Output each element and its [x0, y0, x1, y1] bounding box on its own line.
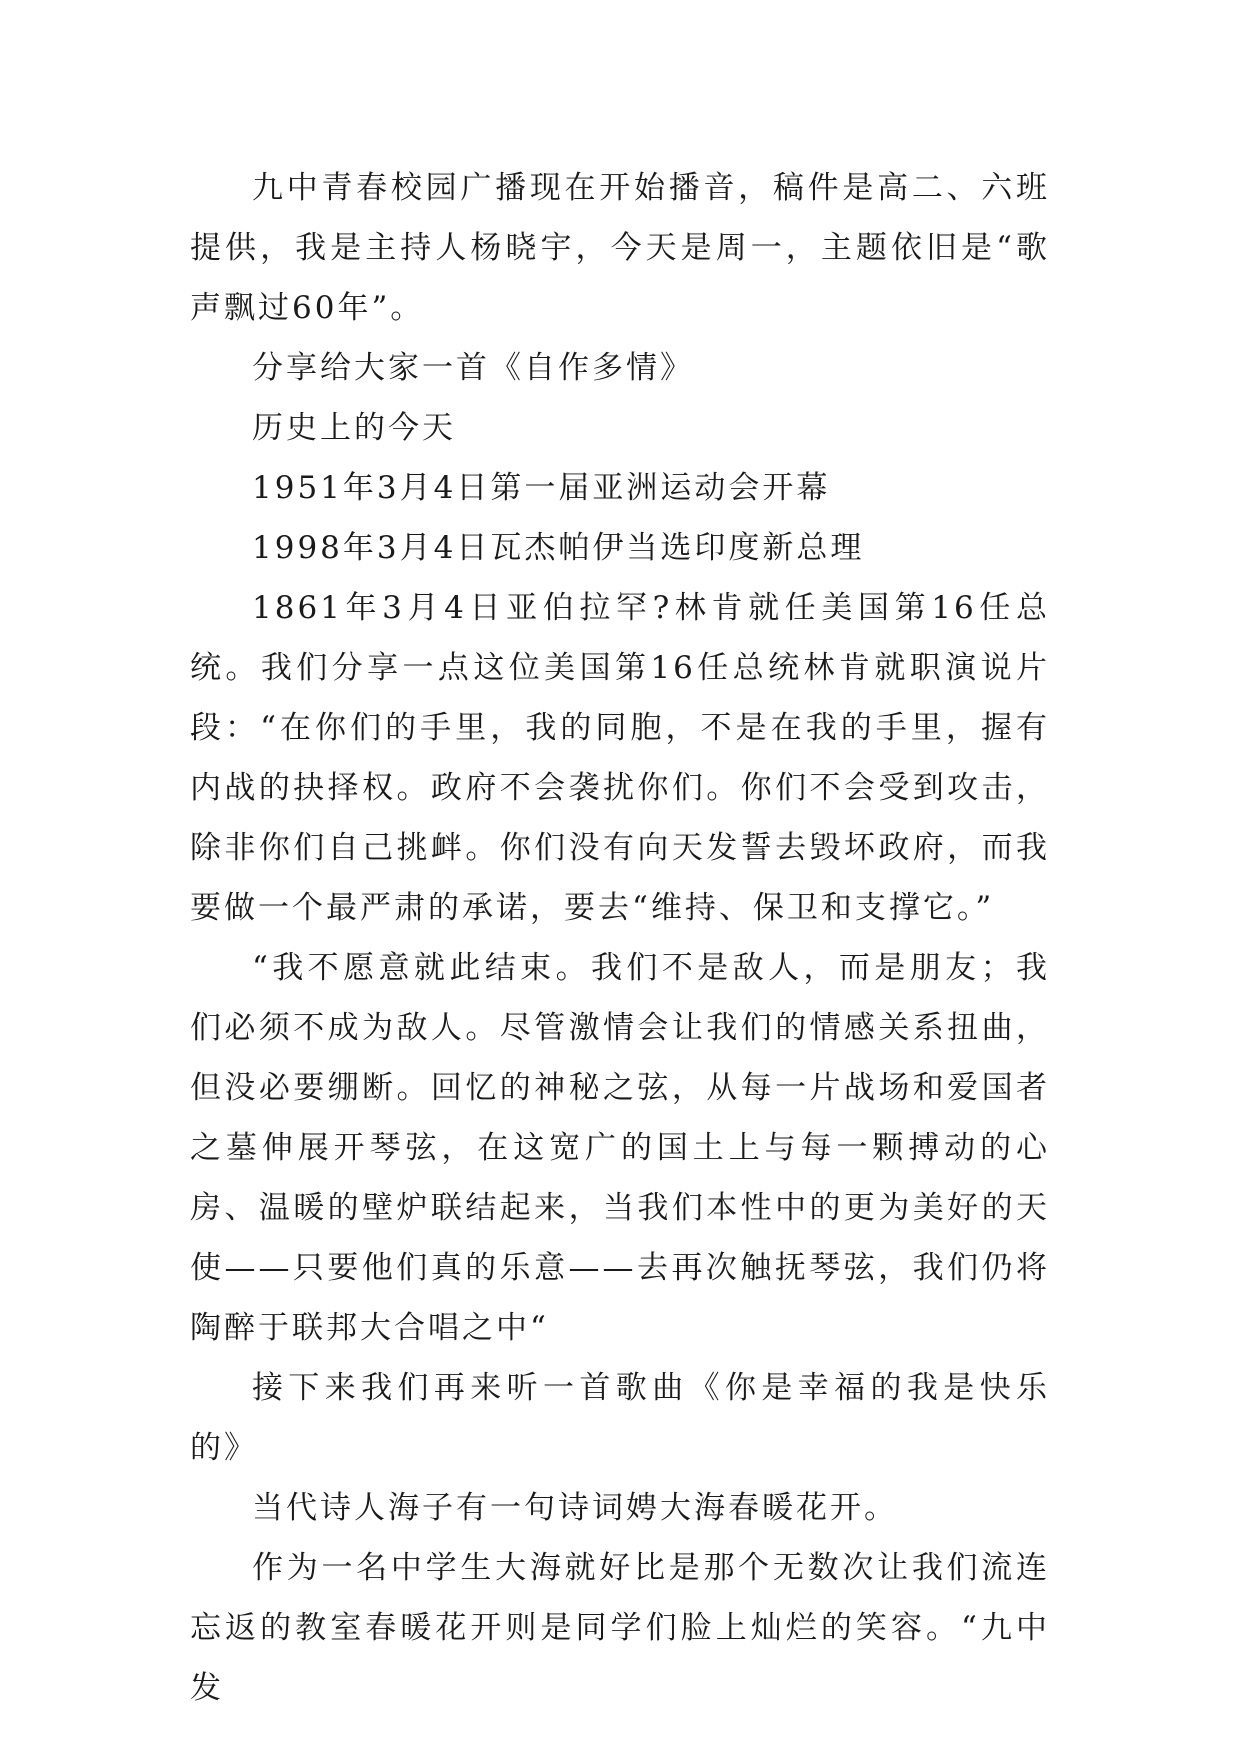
paragraph-history-heading: 历史上的今天	[252, 410, 456, 446]
paragraph-poet: 当代诗人海子有一句诗词娉大海春暖花开。	[252, 1490, 898, 1526]
paragraph-song-share: 分享给大家一首《自作多情》	[252, 350, 694, 386]
paragraph-history-1951: 1951年3月4日第一届亚洲运动会开幕	[252, 470, 831, 506]
paragraph-history-1861: 1861年3月4日亚伯拉罕?林肯就任美国第16任总统。我们分享一点这位美国第16任总统林肯就职演说片段：“在你们的手里，我的同胞，不是在我的手里，握有内战的抉择权。政府不会袭扰你们。你们不会受到攻击，除非你们自己挑衅。你们没有向天发誓去毁坏政府，而我要做一个最严肃的承诺，要去“维持、保卫和支撑它。”	[190, 590, 1050, 926]
paragraph-lincoln-quote: “我不愿意就此结束。我们不是敌人，而是朋友；我们必须不成为敌人。尽管激情会让我们的情感关系扭曲，但没必要绷断。回忆的神秘之弦，从每一片战场和爱国者之墓伸展开琴弦，在这宽广的国土上与每一颗搏动的心房、温暖的壁炉联结起来，当我们本性中的更为美好的天使——只要他们真的乐意——去再次触抚琴弦，我们仍将陶醉于联邦大合唱之中“	[190, 950, 1050, 1346]
paragraph-intro: 九中青春校园广播现在开始播音，稿件是高二、六班提供，我是主持人杨晓宇，今天是周一，主题依旧是“歌声飘过60年”。	[190, 170, 1050, 326]
paragraph-student: 作为一名中学生大海就好比是那个无数次让我们流连忘返的教室春暖花开则是同学们脸上灿烂的笑容。“九中发	[190, 1550, 1050, 1706]
document-body	[190, 158, 1050, 1718]
paragraph-history-1998: 1998年3月4日瓦杰帕伊当选印度新总理	[252, 530, 865, 566]
paragraph-next-song: 接下来我们再来听一首歌曲《你是幸福的我是快乐的》	[190, 1370, 1050, 1466]
